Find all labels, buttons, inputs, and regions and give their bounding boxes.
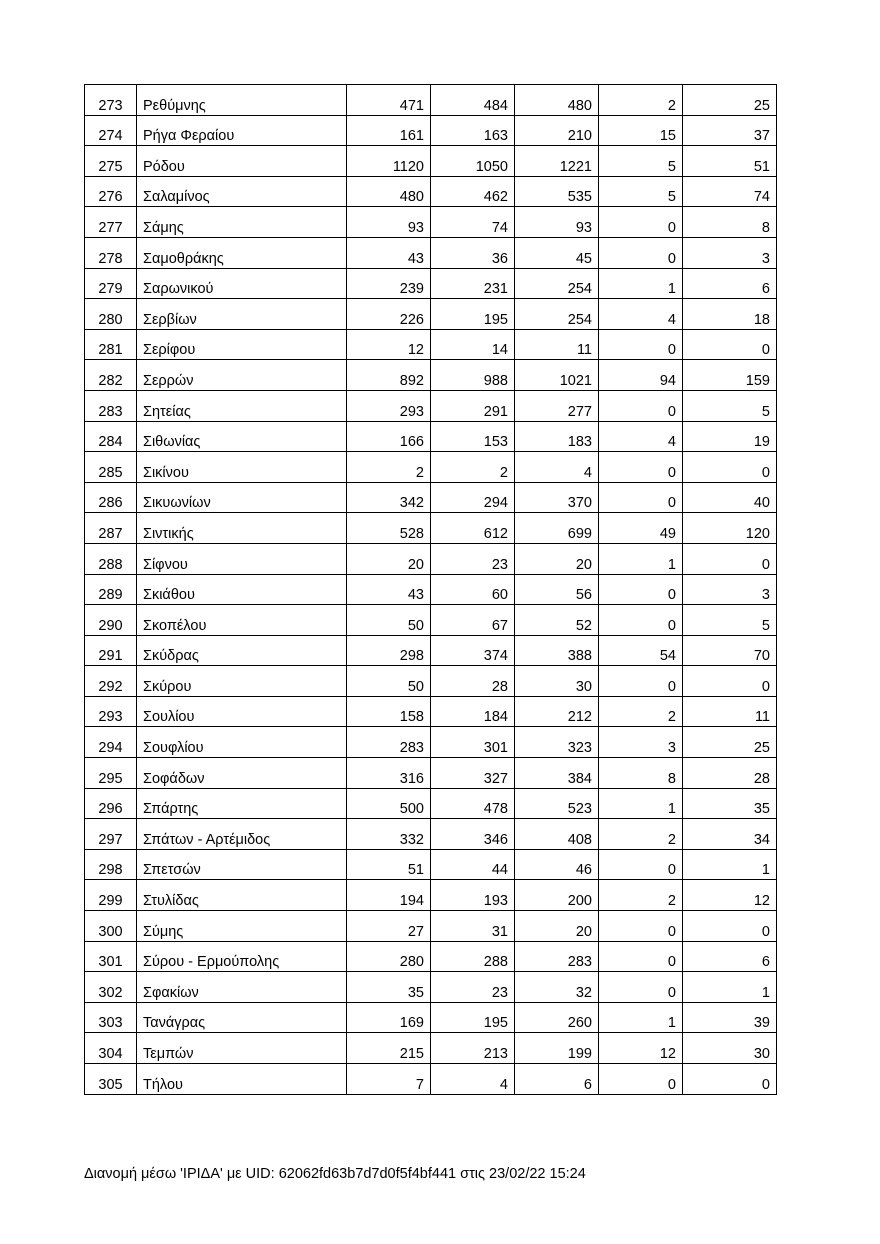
municipality-name: Σύρου - Ερμούπολης: [137, 941, 347, 972]
value-col-4: 4: [599, 421, 683, 452]
value-col-1: 1120: [347, 146, 431, 177]
value-col-3: 210: [515, 115, 599, 146]
value-col-1: 51: [347, 849, 431, 880]
table-row: [85, 543, 777, 574]
value-col-1: 471: [347, 85, 431, 116]
table-row: [85, 1002, 777, 1033]
value-col-2: 23: [431, 972, 515, 1003]
row-number: 298: [85, 849, 137, 880]
municipality-name: Σαλαμίνος: [137, 176, 347, 207]
value-col-1: 158: [347, 696, 431, 727]
value-col-3: 523: [515, 788, 599, 819]
value-col-4: 2: [599, 696, 683, 727]
value-col-2: 163: [431, 115, 515, 146]
row-number: 285: [85, 452, 137, 483]
table-row: [85, 972, 777, 1003]
row-number: 290: [85, 605, 137, 636]
table-row: [85, 115, 777, 146]
value-col-4: 5: [599, 146, 683, 177]
value-col-1: 892: [347, 360, 431, 391]
value-col-5: 120: [683, 513, 777, 544]
table-row: [85, 176, 777, 207]
value-col-3: 200: [515, 880, 599, 911]
value-col-3: 11: [515, 329, 599, 360]
value-col-5: 18: [683, 299, 777, 330]
value-col-3: 480: [515, 85, 599, 116]
municipality-name: Σπάρτης: [137, 788, 347, 819]
value-col-2: 374: [431, 635, 515, 666]
municipality-name: Σίφνου: [137, 543, 347, 574]
value-col-3: 254: [515, 268, 599, 299]
table-row: [85, 513, 777, 544]
table-row: [85, 849, 777, 880]
municipality-name: Σκοπέλου: [137, 605, 347, 636]
value-col-2: 184: [431, 696, 515, 727]
value-col-4: 1: [599, 788, 683, 819]
value-col-1: 166: [347, 421, 431, 452]
value-col-5: 0: [683, 452, 777, 483]
value-col-4: 5: [599, 176, 683, 207]
value-col-4: 0: [599, 452, 683, 483]
table-row: [85, 329, 777, 360]
table-row: [85, 421, 777, 452]
value-col-3: 408: [515, 819, 599, 850]
value-col-4: 0: [599, 666, 683, 697]
value-col-5: 12: [683, 880, 777, 911]
value-col-4: 12: [599, 1033, 683, 1064]
value-col-3: 199: [515, 1033, 599, 1064]
row-number: 295: [85, 758, 137, 789]
value-col-2: 612: [431, 513, 515, 544]
value-col-5: 5: [683, 605, 777, 636]
value-col-1: 161: [347, 115, 431, 146]
value-col-3: 20: [515, 911, 599, 942]
value-col-4: 0: [599, 849, 683, 880]
value-col-5: 0: [683, 329, 777, 360]
municipality-name: Σουφλίου: [137, 727, 347, 758]
table-row: [85, 1033, 777, 1064]
value-col-4: 2: [599, 85, 683, 116]
table-body: [85, 85, 777, 1095]
value-col-3: 4: [515, 452, 599, 483]
municipality-name: Τεμπών: [137, 1033, 347, 1064]
value-col-1: 93: [347, 207, 431, 238]
value-col-1: 298: [347, 635, 431, 666]
value-col-2: 74: [431, 207, 515, 238]
value-col-1: 500: [347, 788, 431, 819]
municipality-name: Σερβίων: [137, 299, 347, 330]
value-col-4: 49: [599, 513, 683, 544]
municipality-name: Ρήγα Φεραίου: [137, 115, 347, 146]
value-col-3: 323: [515, 727, 599, 758]
value-col-2: 301: [431, 727, 515, 758]
row-number: 303: [85, 1002, 137, 1033]
municipality-name: Σκύρου: [137, 666, 347, 697]
row-number: 273: [85, 85, 137, 116]
value-col-1: 480: [347, 176, 431, 207]
municipality-name: Σαρωνικού: [137, 268, 347, 299]
value-col-5: 51: [683, 146, 777, 177]
value-col-2: 2: [431, 452, 515, 483]
municipality-name: Ρεθύμνης: [137, 85, 347, 116]
value-col-1: 169: [347, 1002, 431, 1033]
row-number: 292: [85, 666, 137, 697]
row-number: 299: [85, 880, 137, 911]
row-number: 281: [85, 329, 137, 360]
value-col-5: 39: [683, 1002, 777, 1033]
value-col-2: 14: [431, 329, 515, 360]
value-col-3: 56: [515, 574, 599, 605]
municipality-name: Σύμης: [137, 911, 347, 942]
row-number: 297: [85, 819, 137, 850]
row-number: 283: [85, 390, 137, 421]
table-row: [85, 788, 777, 819]
municipality-name: Σικίνου: [137, 452, 347, 483]
value-col-2: 67: [431, 605, 515, 636]
row-number: 291: [85, 635, 137, 666]
value-col-5: 11: [683, 696, 777, 727]
value-col-1: 528: [347, 513, 431, 544]
table-row: [85, 574, 777, 605]
row-number: 286: [85, 482, 137, 513]
value-col-3: 1221: [515, 146, 599, 177]
value-col-1: 7: [347, 1064, 431, 1095]
value-col-5: 8: [683, 207, 777, 238]
value-col-1: 27: [347, 911, 431, 942]
value-col-3: 370: [515, 482, 599, 513]
value-col-2: 1050: [431, 146, 515, 177]
municipality-name: Σκιάθου: [137, 574, 347, 605]
value-col-1: 35: [347, 972, 431, 1003]
table-row: [85, 207, 777, 238]
table-row: [85, 605, 777, 636]
value-col-1: 283: [347, 727, 431, 758]
row-number: 300: [85, 911, 137, 942]
municipality-name: Σουλίου: [137, 696, 347, 727]
value-col-2: 231: [431, 268, 515, 299]
row-number: 296: [85, 788, 137, 819]
value-col-5: 0: [683, 543, 777, 574]
value-col-5: 34: [683, 819, 777, 850]
value-col-4: 0: [599, 1064, 683, 1095]
distribution-footer: Διανομή μέσω 'ΙΡΙΔΑ' με UID: 62062fd63b7d7d0f5f4bf441 στις 23/02/22 15:24: [84, 1166, 586, 1182]
municipality-name: Σητείας: [137, 390, 347, 421]
table-row: [85, 146, 777, 177]
value-col-5: 1: [683, 972, 777, 1003]
value-col-1: 293: [347, 390, 431, 421]
value-col-3: 46: [515, 849, 599, 880]
value-col-4: 2: [599, 880, 683, 911]
table-row: [85, 482, 777, 513]
municipality-name: Σοφάδων: [137, 758, 347, 789]
value-col-1: 50: [347, 666, 431, 697]
value-col-2: 195: [431, 1002, 515, 1033]
value-col-5: 0: [683, 911, 777, 942]
value-col-3: 30: [515, 666, 599, 697]
value-col-5: 37: [683, 115, 777, 146]
table-row: [85, 819, 777, 850]
value-col-2: 294: [431, 482, 515, 513]
value-col-5: 1: [683, 849, 777, 880]
value-col-4: 0: [599, 482, 683, 513]
municipality-name: Σιθωνίας: [137, 421, 347, 452]
row-number: 287: [85, 513, 137, 544]
value-col-2: 28: [431, 666, 515, 697]
value-col-4: 0: [599, 237, 683, 268]
municipality-name: Σκύδρας: [137, 635, 347, 666]
row-number: 302: [85, 972, 137, 1003]
value-col-5: 19: [683, 421, 777, 452]
value-col-4: 1: [599, 1002, 683, 1033]
value-col-1: 226: [347, 299, 431, 330]
table-row: [85, 941, 777, 972]
value-col-4: 4: [599, 299, 683, 330]
municipality-name: Σπάτων - Αρτέμιδος: [137, 819, 347, 850]
value-col-2: 193: [431, 880, 515, 911]
value-col-4: 1: [599, 268, 683, 299]
value-col-5: 159: [683, 360, 777, 391]
row-number: 275: [85, 146, 137, 177]
value-col-3: 277: [515, 390, 599, 421]
value-col-3: 1021: [515, 360, 599, 391]
municipality-name: Ρόδου: [137, 146, 347, 177]
table-row: [85, 360, 777, 391]
table-row: [85, 727, 777, 758]
municipality-name: Σαμοθράκης: [137, 237, 347, 268]
value-col-4: 0: [599, 941, 683, 972]
municipality-name: Στυλίδας: [137, 880, 347, 911]
value-col-2: 60: [431, 574, 515, 605]
row-number: 278: [85, 237, 137, 268]
row-number: 284: [85, 421, 137, 452]
value-col-5: 6: [683, 941, 777, 972]
value-col-4: 1: [599, 543, 683, 574]
value-col-5: 74: [683, 176, 777, 207]
value-col-3: 183: [515, 421, 599, 452]
value-col-1: 332: [347, 819, 431, 850]
row-number: 305: [85, 1064, 137, 1095]
value-col-4: 3: [599, 727, 683, 758]
table-row: [85, 666, 777, 697]
value-col-2: 291: [431, 390, 515, 421]
value-col-2: 346: [431, 819, 515, 850]
value-col-5: 0: [683, 1064, 777, 1095]
value-col-2: 195: [431, 299, 515, 330]
value-col-2: 44: [431, 849, 515, 880]
row-number: 277: [85, 207, 137, 238]
municipality-name: Σπετσών: [137, 849, 347, 880]
value-col-5: 40: [683, 482, 777, 513]
municipality-name: Σιντικής: [137, 513, 347, 544]
table-row: [85, 452, 777, 483]
municipality-name: Σερρών: [137, 360, 347, 391]
table-row: [85, 1064, 777, 1095]
value-col-4: 0: [599, 329, 683, 360]
municipality-name: Σικυωνίων: [137, 482, 347, 513]
value-col-4: 0: [599, 390, 683, 421]
value-col-2: 478: [431, 788, 515, 819]
table-row: [85, 85, 777, 116]
value-col-1: 43: [347, 237, 431, 268]
value-col-3: 52: [515, 605, 599, 636]
table-row: [85, 696, 777, 727]
table-row: [85, 299, 777, 330]
value-col-3: 699: [515, 513, 599, 544]
row-number: 301: [85, 941, 137, 972]
value-col-4: 94: [599, 360, 683, 391]
value-col-5: 5: [683, 390, 777, 421]
row-number: 304: [85, 1033, 137, 1064]
table-row: [85, 237, 777, 268]
row-number: 293: [85, 696, 137, 727]
municipality-name: Σφακίων: [137, 972, 347, 1003]
municipality-name: Σάμης: [137, 207, 347, 238]
value-col-2: 4: [431, 1064, 515, 1095]
value-col-3: 212: [515, 696, 599, 727]
row-number: 294: [85, 727, 137, 758]
value-col-5: 25: [683, 727, 777, 758]
municipality-name: Τήλου: [137, 1064, 347, 1095]
value-col-1: 12: [347, 329, 431, 360]
value-col-1: 316: [347, 758, 431, 789]
value-col-3: 535: [515, 176, 599, 207]
municipality-table: [84, 84, 777, 1095]
value-col-4: 2: [599, 819, 683, 850]
value-col-3: 32: [515, 972, 599, 1003]
table-row: [85, 390, 777, 421]
value-col-2: 462: [431, 176, 515, 207]
value-col-5: 3: [683, 574, 777, 605]
value-col-5: 3: [683, 237, 777, 268]
table-row: [85, 911, 777, 942]
value-col-3: 388: [515, 635, 599, 666]
value-col-4: 0: [599, 972, 683, 1003]
value-col-3: 384: [515, 758, 599, 789]
value-col-5: 0: [683, 666, 777, 697]
value-col-1: 43: [347, 574, 431, 605]
value-col-5: 25: [683, 85, 777, 116]
row-number: 289: [85, 574, 137, 605]
value-col-4: 54: [599, 635, 683, 666]
value-col-4: 8: [599, 758, 683, 789]
value-col-2: 484: [431, 85, 515, 116]
row-number: 274: [85, 115, 137, 146]
value-col-4: 0: [599, 605, 683, 636]
value-col-4: 0: [599, 911, 683, 942]
value-col-4: 15: [599, 115, 683, 146]
row-number: 279: [85, 268, 137, 299]
value-col-3: 254: [515, 299, 599, 330]
value-col-5: 30: [683, 1033, 777, 1064]
value-col-2: 31: [431, 911, 515, 942]
value-col-3: 283: [515, 941, 599, 972]
value-col-3: 93: [515, 207, 599, 238]
value-col-5: 6: [683, 268, 777, 299]
value-col-2: 213: [431, 1033, 515, 1064]
row-number: 280: [85, 299, 137, 330]
value-col-4: 0: [599, 574, 683, 605]
value-col-1: 239: [347, 268, 431, 299]
municipality-name: Τανάγρας: [137, 1002, 347, 1033]
row-number: 276: [85, 176, 137, 207]
value-col-1: 2: [347, 452, 431, 483]
table-row: [85, 635, 777, 666]
table-row: [85, 268, 777, 299]
value-col-4: 0: [599, 207, 683, 238]
value-col-1: 215: [347, 1033, 431, 1064]
row-number: 288: [85, 543, 137, 574]
value-col-2: 23: [431, 543, 515, 574]
value-col-3: 260: [515, 1002, 599, 1033]
value-col-1: 50: [347, 605, 431, 636]
table-row: [85, 880, 777, 911]
municipality-name: Σερίφου: [137, 329, 347, 360]
value-col-5: 35: [683, 788, 777, 819]
value-col-1: 20: [347, 543, 431, 574]
value-col-2: 988: [431, 360, 515, 391]
value-col-3: 20: [515, 543, 599, 574]
row-number: 282: [85, 360, 137, 391]
value-col-1: 342: [347, 482, 431, 513]
value-col-3: 45: [515, 237, 599, 268]
value-col-2: 288: [431, 941, 515, 972]
value-col-2: 36: [431, 237, 515, 268]
table-row: [85, 758, 777, 789]
value-col-2: 327: [431, 758, 515, 789]
value-col-3: 6: [515, 1064, 599, 1095]
value-col-1: 280: [347, 941, 431, 972]
value-col-1: 194: [347, 880, 431, 911]
value-col-5: 28: [683, 758, 777, 789]
value-col-5: 70: [683, 635, 777, 666]
value-col-2: 153: [431, 421, 515, 452]
